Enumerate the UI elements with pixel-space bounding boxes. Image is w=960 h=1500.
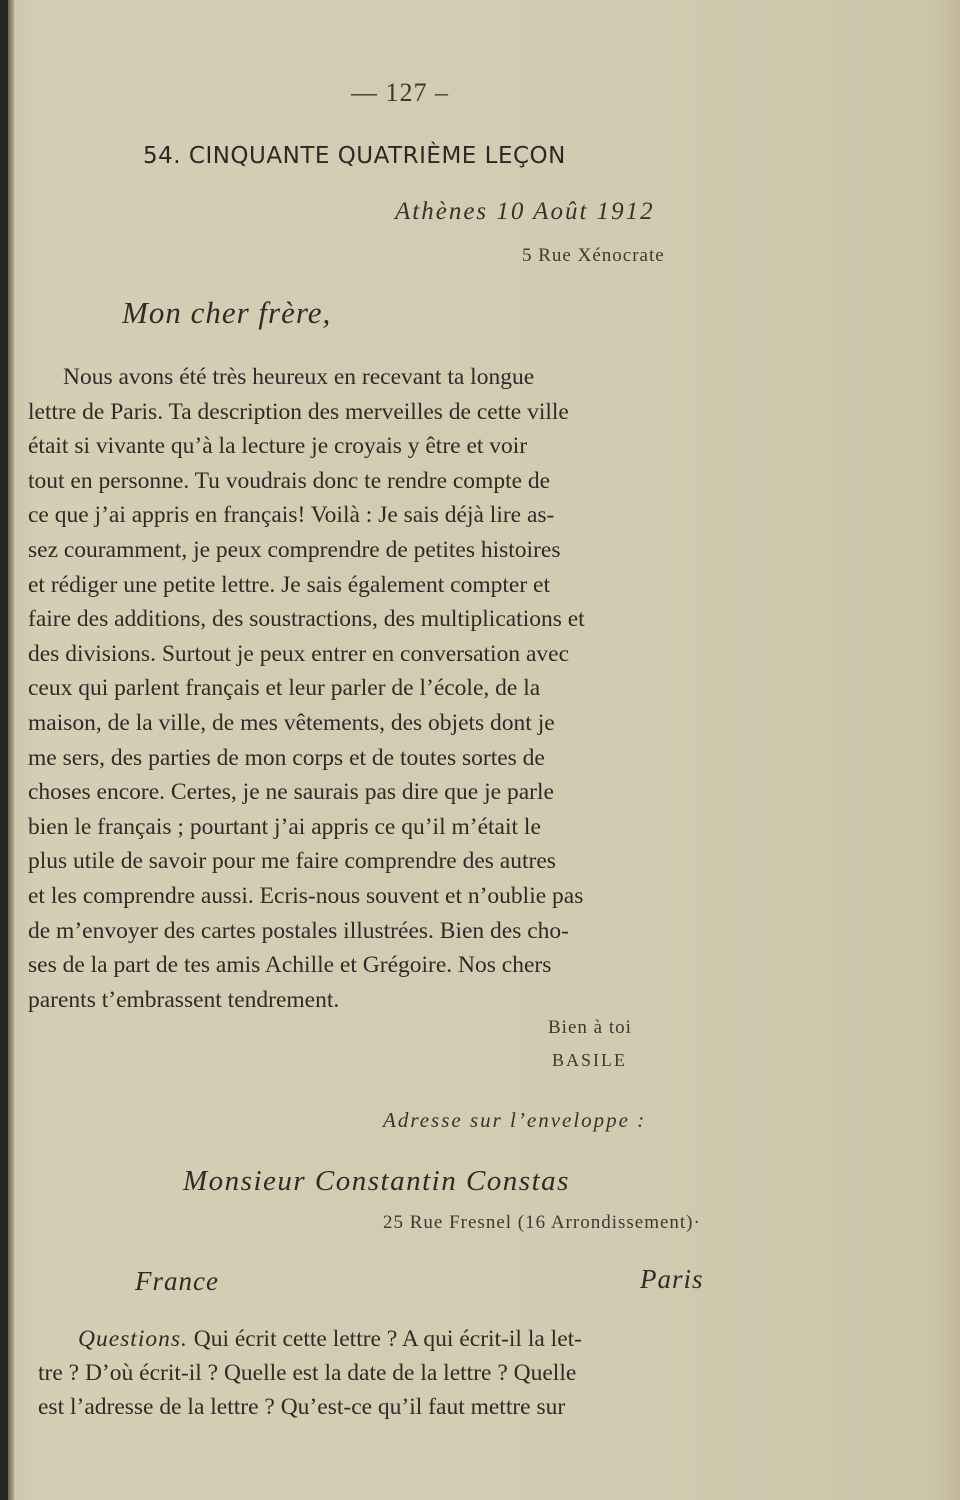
letter-closing: Bien à toi	[548, 1017, 632, 1038]
letter-body-line: choses encore. Certes, je ne saurais pas dire que je parle	[28, 779, 554, 806]
envelope-street: 25 Rue Fresnel (16 Arrondissement)·	[383, 1212, 701, 1233]
questions-section	[38, 1322, 798, 1424]
letter-body-line: et rédiger une petite lettre. Je sais également compter et	[28, 571, 550, 598]
lesson-heading: 54. CINQUANTE QUATRIÈME LEÇON	[143, 143, 566, 169]
page-number: — 127 –	[351, 78, 449, 107]
letter-body-line: parents t’embrassent tendrement.	[28, 986, 340, 1013]
letter-body-line: lettre de Paris. Ta description des merveilles de cette ville	[28, 398, 569, 425]
letter-body-line: de m’envoyer des cartes postales illustrées. Bien des cho-	[28, 917, 569, 944]
page-binding-edge	[0, 0, 8, 1500]
questions-line	[38, 1322, 798, 1356]
letter-body-line: ses de la part de tes amis Achille et Grégoire. Nos chers	[28, 952, 552, 979]
letter-body-line: maison, de la ville, de mes vêtements, des objets dont je	[28, 709, 555, 736]
envelope-city: Paris	[640, 1264, 704, 1294]
page-binding-shadow	[8, 0, 14, 1500]
envelope-recipient: Monsieur Constantin Constas	[183, 1165, 570, 1197]
letter-body-line: bien le français ; pourtant j’ai appris ce qu’il m’était le	[28, 813, 541, 840]
letter-body-line: et les comprendre aussi. Ecris-nous souvent et n’oublie pas	[28, 882, 584, 909]
letter-body-line: sez couramment, je peux comprendre de petites histoires	[28, 536, 561, 563]
letter-body-line: des divisions. Surtout je peux entrer en conversation avec	[28, 640, 570, 667]
letter-body-line: ce que j’ai appris en français! Voilà : Je sais déjà lire as-	[28, 502, 555, 529]
letter-body	[28, 360, 788, 1017]
questions-line: est l’adresse de la lettre ? Qu’est-ce qu’il faut mettre sur	[38, 1394, 566, 1420]
letter-salutation: Mon cher frère,	[122, 295, 332, 330]
letter-body-line: ceux qui parlent français et leur parler de l’école, de la	[28, 675, 541, 702]
questions-label: Questions.	[78, 1326, 188, 1352]
letter-body-line: faire des additions, des soustractions, des multiplications et	[28, 606, 585, 633]
letter-body-line: plus utile de savoir pour me faire comprendre des autres	[28, 848, 556, 875]
letter-signature: BASILE	[552, 1050, 627, 1070]
letter-body-line: Nous avons été très heureux en recevant ta longue	[63, 364, 535, 390]
letter-body-line: était si vivante qu’à la lecture je croyais y être et voir	[28, 433, 528, 460]
sender-address: 5 Rue Xénocrate	[522, 245, 665, 266]
envelope-country: France	[135, 1266, 219, 1296]
envelope-label: Adresse sur l’enveloppe :	[383, 1108, 647, 1132]
letter-body-line: me sers, des parties de mon corps et de toutes sortes de	[28, 744, 545, 771]
questions-first-line-text: Qui écrit cette lettre ? A qui écrit-il la let-	[187, 1326, 582, 1352]
letter-date: Athènes 10 Août 1912	[395, 198, 655, 225]
questions-line: tre ? D’où écrit-il ? Quelle est la date de la lettre ? Quelle	[38, 1360, 577, 1386]
letter-body-line: tout en personne. Tu voudrais donc te rendre compte de	[28, 467, 551, 494]
